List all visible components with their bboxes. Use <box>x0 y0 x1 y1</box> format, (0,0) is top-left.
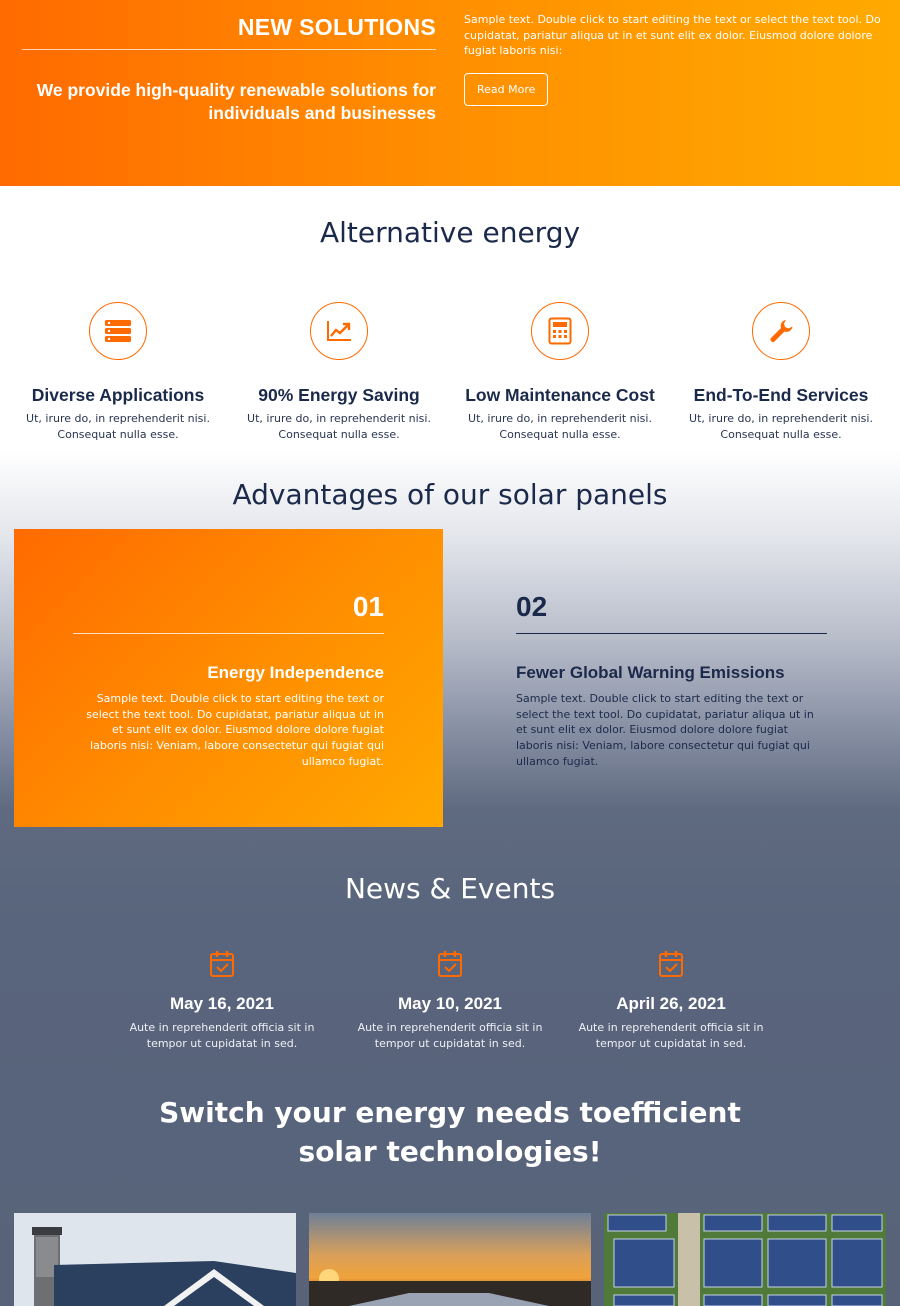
cta-heading <box>0 1093 900 1171</box>
news-text: Aute in reprehenderit officia sit in tempor ut cupidatat in sed. <box>578 1021 764 1050</box>
news-date: May 16, 2021 <box>170 994 274 1013</box>
hero-title: NEW SOLUTIONS <box>237 14 436 40</box>
news-date: May 10, 2021 <box>398 994 502 1013</box>
card-text: Sample text. Double click to start editing the text or select the text tool. Do cupidatat, pariatur aliqua ut in et sunt elit ex dolor. Eiusmod dolore dolore fugiat laboris nisi: Veniam, labore consectetur qui fugiat qui ullamco fugiat. <box>86 692 384 768</box>
house-roof-photo <box>14 1213 296 1306</box>
feature-text: Ut, irure do, in reprehenderit nisi. Consequat nulla esse. <box>26 412 210 441</box>
news-date: April 26, 2021 <box>616 994 726 1013</box>
feature-text: Ut, irure do, in reprehenderit nisi. Consequat nulla esse. <box>468 412 652 441</box>
advantage-card-02 <box>516 591 827 770</box>
feature-title: Diverse Applications <box>31 385 205 405</box>
read-more-button[interactable]: Read More <box>464 73 548 106</box>
sunset-photo <box>309 1213 591 1306</box>
card-number: 02 <box>516 591 548 622</box>
feature-end-to-end <box>671 300 891 443</box>
hero-left <box>22 0 436 125</box>
feature-title: Low Maintenance Cost <box>465 385 655 405</box>
hero-text: Sample text. Double click to start editing the text or select the text tool. Do cupidatat, pariatur aliqua ut in et sunt elit ex dolor. Eiusmod dolore dolore fugiat laboris nisi: <box>464 13 881 57</box>
hero-right <box>464 12 884 106</box>
news-item[interactable] <box>122 950 322 1052</box>
chart-icon <box>310 302 368 360</box>
solar-field-photo <box>604 1213 886 1306</box>
advantages-title: Advantages of our solar panels <box>232 478 668 511</box>
advantage-card-01 <box>14 529 443 827</box>
card-title: Fewer Global Warning Emissions <box>516 663 785 682</box>
feature-text: Ut, irure do, in reprehenderit nisi. Consequat nulla esse. <box>689 412 873 441</box>
news-item[interactable] <box>350 950 550 1052</box>
card-number: 01 <box>352 591 384 622</box>
hero-section <box>0 0 900 186</box>
advantage-card-content <box>73 591 384 770</box>
card-divider <box>73 633 384 634</box>
hero-divider <box>22 49 436 50</box>
news-text: Aute in reprehenderit officia sit in tempor ut cupidatat in sed. <box>129 1021 315 1050</box>
feature-low-maintenance <box>450 300 670 443</box>
cta-line-1: Switch your energy needs toefficient <box>159 1096 741 1129</box>
news-item[interactable] <box>571 950 771 1052</box>
card-text: Sample text. Double click to start editing the text or select the text tool. Do cupidatat, pariatur aliqua ut in et sunt elit ex dolor. Eiusmod dolore dolore fugiat laboris nisi: Veniam, labore consectetur qui fugiat qui ullamco fugiat. <box>516 692 814 768</box>
calendar-check-icon <box>437 950 463 978</box>
feature-energy-saving <box>229 300 449 443</box>
hero-subtitle: We provide high-quality renewable solutions for individuals and businesses <box>36 80 436 123</box>
card-title: Energy Independence <box>207 663 384 682</box>
news-text: Aute in reprehenderit officia sit in tempor ut cupidatat in sed. <box>357 1021 543 1050</box>
card-divider <box>516 633 827 634</box>
server-icon <box>89 302 147 360</box>
calendar-check-icon <box>209 950 235 978</box>
feature-text: Ut, irure do, in reprehenderit nisi. Consequat nulla esse. <box>247 412 431 441</box>
wrench-icon <box>752 302 810 360</box>
cta-line-2: solar technologies! <box>298 1135 602 1168</box>
feature-title: End-To-End Services <box>693 385 869 405</box>
features-row <box>0 300 900 450</box>
feature-title: 90% Energy Saving <box>258 385 420 405</box>
feature-diverse-applications <box>8 300 228 443</box>
calendar-check-icon <box>658 950 684 978</box>
news-title: News & Events <box>344 872 556 905</box>
alternative-energy-title: Alternative energy <box>319 216 581 249</box>
calculator-icon <box>531 302 589 360</box>
